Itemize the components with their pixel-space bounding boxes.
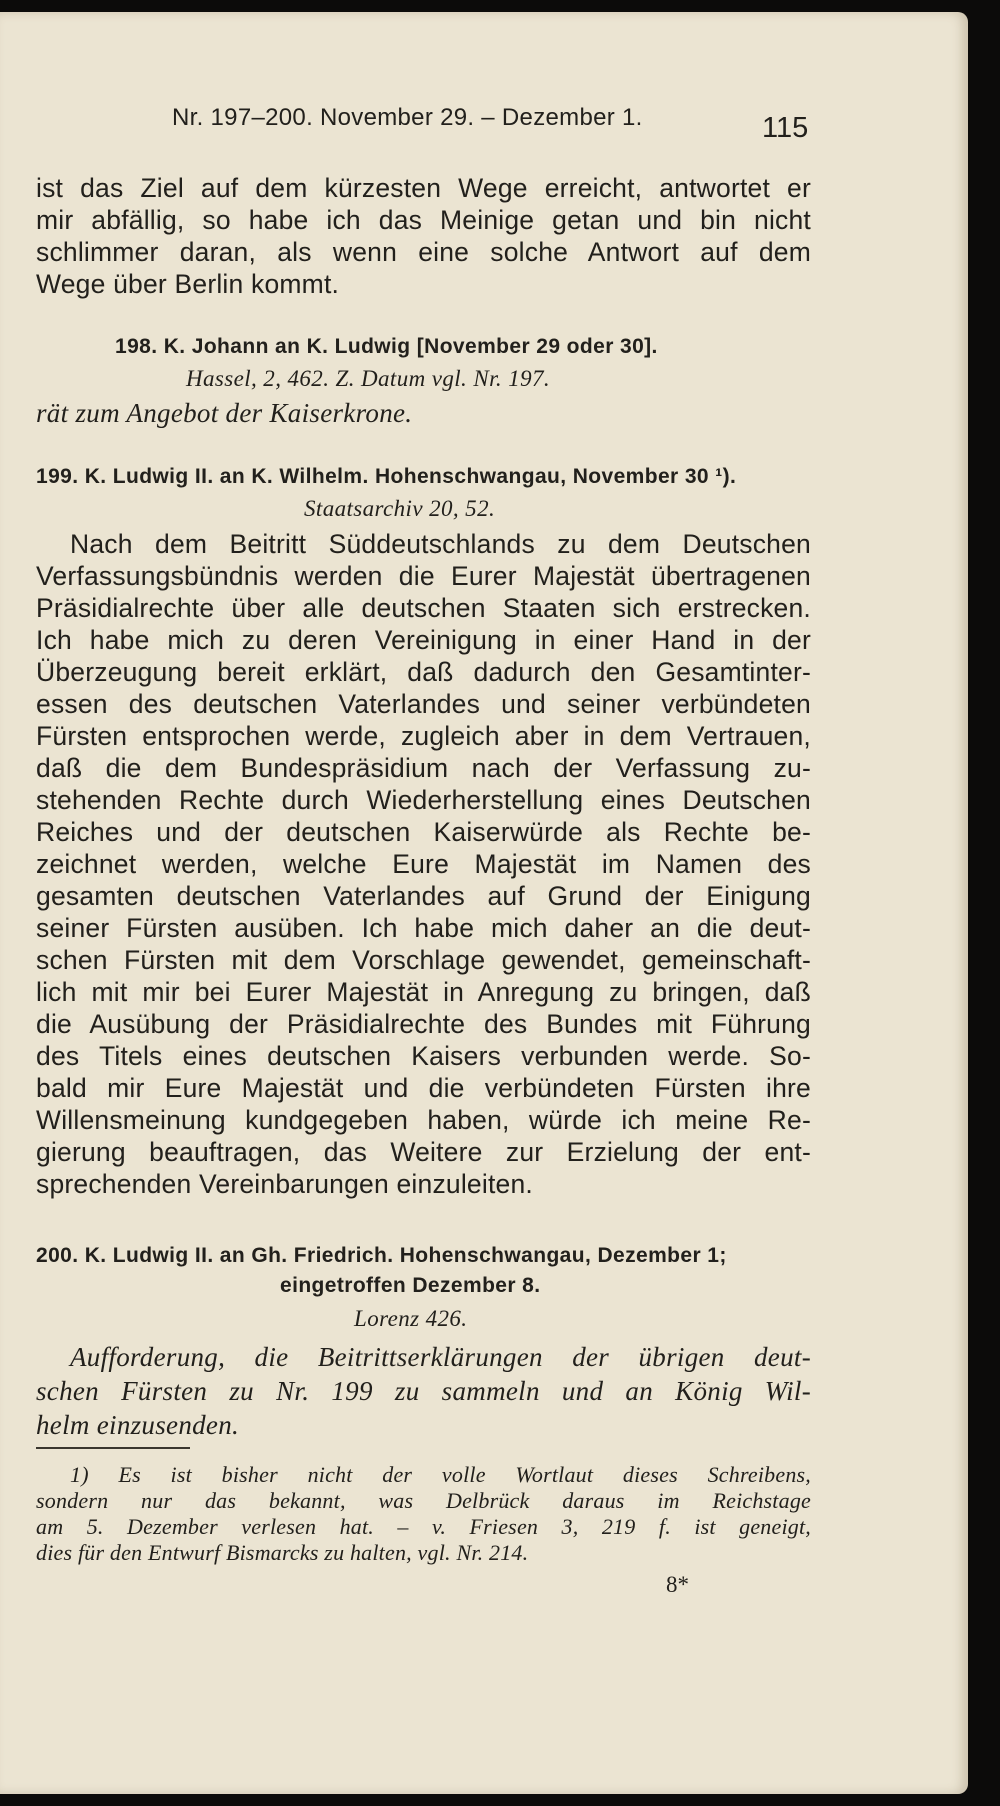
text-line: Aufforderung, die Beitrittserklärungen der übrigen deut-: [70, 1342, 811, 1372]
text-line: Nach dem Beitritt Süddeutschlands zu dem Deutschen: [70, 529, 811, 559]
text-line: gierung beauftragen, das Weitere zur Erzielung der ent-: [36, 1137, 811, 1167]
signature-mark: 8*: [666, 1572, 689, 1597]
footnote-line: dies für den Entwurf Bismarcks zu halten, vgl. Nr. 214.: [36, 1540, 529, 1565]
text-line: ist das Ziel auf dem kürzesten Wege erreicht, antwortet er: [36, 173, 811, 203]
doc-200-heading-cont: eingetroffen Dezember 8.: [280, 1274, 541, 1297]
text-line: schen Fürsten zu Nr. 199 zu sammeln und an König Wil-: [36, 1376, 811, 1406]
text-line: schen Fürsten mit dem Vorschlage gewendet, gemeinschaft-: [36, 945, 811, 975]
doc-198-heading: 198. K. Johann an K. Ludwig [November 29 oder 30].: [115, 335, 658, 358]
text-line: lich mit mir bei Eurer Majestät in Anregung zu bringen, daß: [36, 977, 811, 1007]
text-line: bald mir Eure Majestät und die verbündeten Fürsten ihre: [36, 1073, 811, 1103]
footnote: [36, 1462, 811, 1566]
page-number: 115: [762, 112, 809, 144]
book-page: [0, 12, 968, 1794]
doc-199-body: [36, 528, 811, 1200]
doc-200-source: Lorenz 426.: [354, 1306, 468, 1331]
continuation-paragraph: [36, 172, 811, 300]
text-line: schlimmer daran, als wenn eine solche Antwort auf dem: [36, 237, 811, 267]
doc-199-source: Staatsarchiv 20, 52.: [304, 496, 496, 521]
running-header: Nr. 197–200. November 29. – Dezember 1.: [172, 104, 643, 131]
text-line: helm einzusenden.: [36, 1410, 240, 1440]
text-line: essen des deutschen Vaterlandes und seiner verbündeten: [36, 689, 811, 719]
text-line: stehenden Rechte durch Wiederherstellung eines Deutschen: [36, 785, 811, 815]
text-line: Fürsten entsprochen werde, zugleich aber in dem Vertrauen,: [36, 721, 811, 751]
doc-199-heading: 199. K. Ludwig II. an K. Wilhelm. Hohenschwangau, November 30 ¹).: [36, 465, 737, 488]
footnote-line: am 5. Dezember verlesen hat. – v. Friesen 3, 219 f. ist geneigt,: [36, 1514, 811, 1539]
doc-200-summary: [36, 1340, 811, 1442]
text-line: Willensmeinung kundgegeben haben, würde ich meine Re-: [36, 1105, 811, 1135]
text-line: die Ausübung der Präsidialrechte des Bundes mit Führung: [36, 1009, 811, 1039]
footnote-divider: [36, 1447, 190, 1449]
footnote-line: 1) Es ist bisher nicht der volle Wortlaut dieses Schreibens,: [70, 1462, 811, 1487]
text-line: daß die dem Bundespräsidium nach der Verfassung zu-: [36, 753, 811, 783]
doc-200-heading: 200. K. Ludwig II. an Gh. Friedrich. Hohenschwangau, Dezember 1;: [36, 1244, 727, 1267]
text-line: Ich habe mich zu deren Vereinigung in einer Hand in der: [36, 625, 811, 655]
text-line: sprechenden Vereinbarungen einzuleiten.: [36, 1169, 533, 1199]
text-line: gesamten deutschen Vaterlandes auf Grund der Einigung: [36, 881, 811, 911]
text-line: mir abfällig, so habe ich das Meinige getan und bin nicht: [36, 205, 811, 235]
text-line: Reiches und der deutschen Kaiserwürde als Rechte be-: [36, 817, 811, 847]
doc-198-summary: rät zum Angebot der Kaiserkrone.: [36, 398, 413, 428]
text-line: seiner Fürsten ausüben. Ich habe mich daher an die deut-: [36, 913, 811, 943]
text-line: Präsidialrechte über alle deutschen Staaten sich erstrecken.: [36, 593, 811, 623]
text-line: Wege über Berlin kommt.: [36, 269, 340, 299]
text-line: des Titels eines deutschen Kaisers verbunden werde. So-: [36, 1041, 811, 1071]
text-line: zeichnet werden, welche Eure Majestät im Namen des: [36, 849, 811, 879]
footnote-line: sondern nur das bekannt, was Delbrück daraus im Reichstage: [36, 1488, 811, 1513]
doc-198-source: Hassel, 2, 462. Z. Datum vgl. Nr. 197.: [186, 366, 551, 391]
text-line: Verfassungsbündnis werden die Eurer Majestät übertragenen: [36, 561, 811, 591]
text-line: Überzeugung bereit erklärt, daß dadurch den Gesamtinter-: [36, 657, 811, 687]
